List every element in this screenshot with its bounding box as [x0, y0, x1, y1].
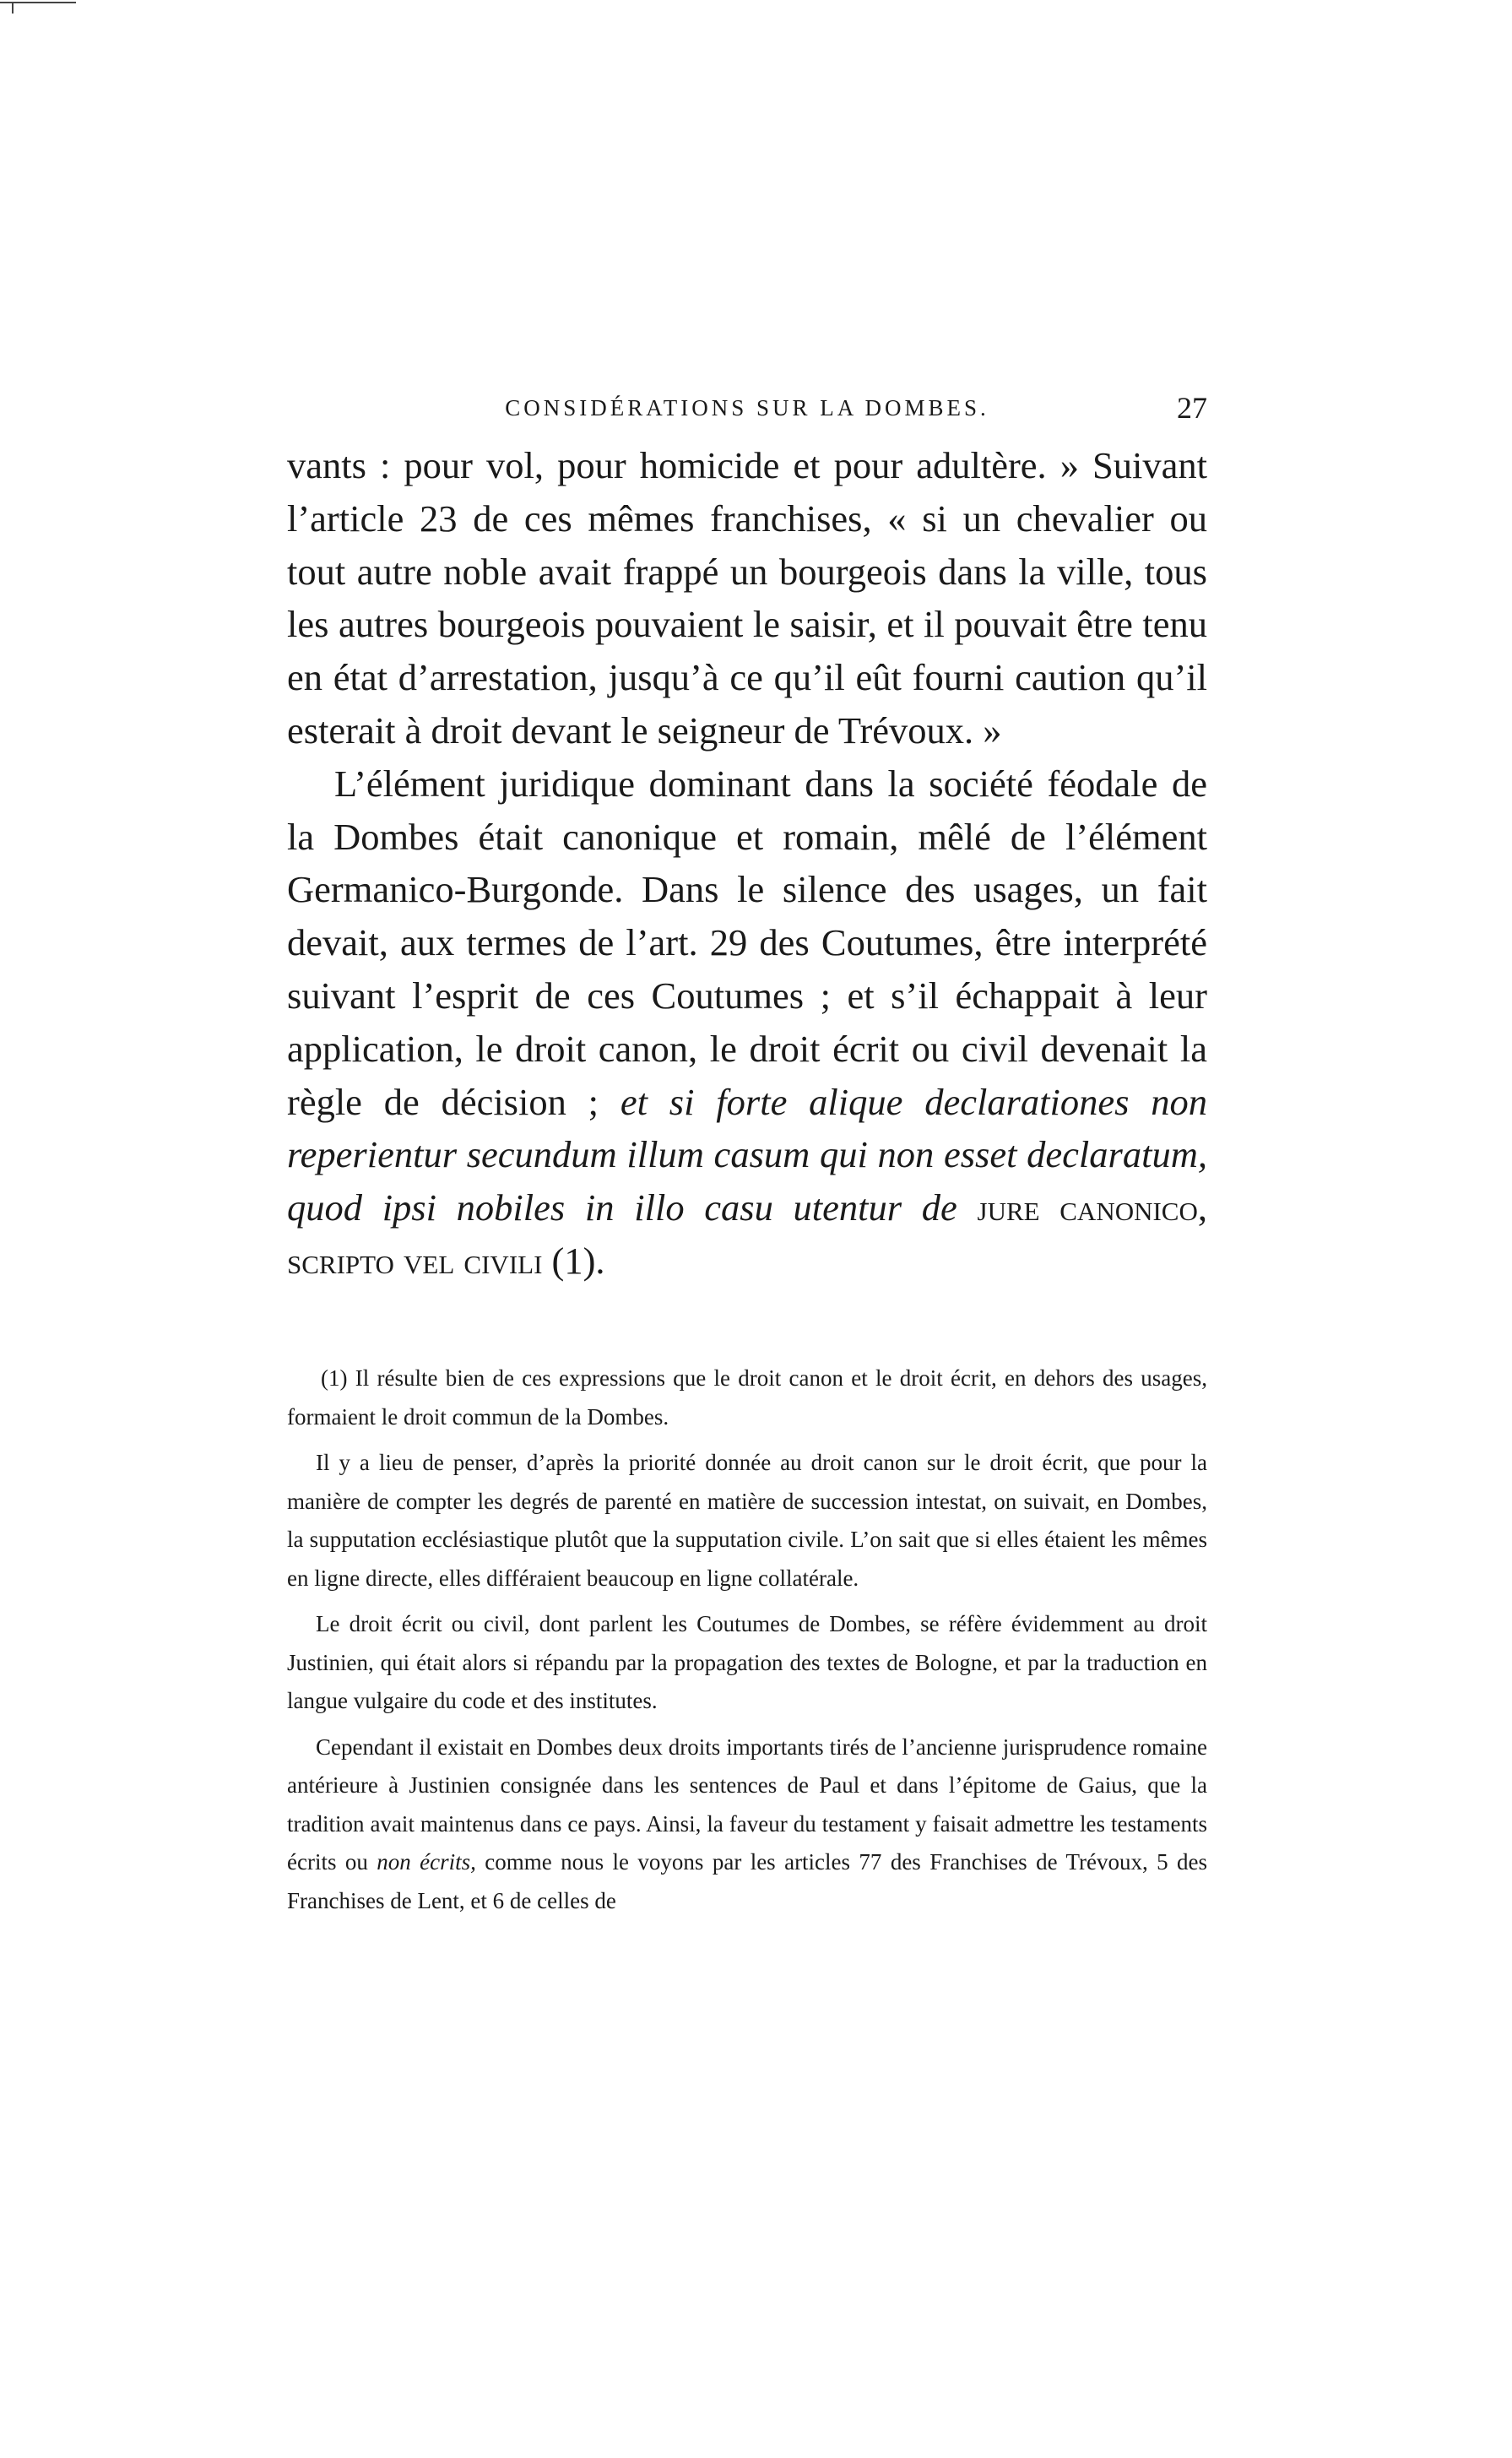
footnote-paragraph-4	[287, 1728, 1207, 1921]
paragraph-2-text: L’élément juridique dominant dans la société féodale de la Dombes était canonique et romain, mêlé de l’élément Germanico-Burgonde. Dans le silence des usages, un fait devait, aux termes de l’art. 29 des Coutumes, être interprété suivant l’esprit de ces Coutumes ; et s’il échappait à leur application, le droit canon, le droit écrit ou civil devenait la règle de décision ;	[287, 762, 1207, 1123]
running-title: CONSIDÉRATIONS SUR LA DOMBES.	[505, 395, 989, 421]
footnote-paragraph-3: Le droit écrit ou civil, dont parlent les Coutumes de Dombes, se réfère évidemment au droit Justinien, qui était alors si répandu par la propagation des textes de Bologne, et par la traduction en langue vulgaire du code et des institutes.	[287, 1611, 1207, 1713]
latin-quotation: et si forte alique declarationes non reperientur secundum illum casum qui non esset declaratum, quod ipsi nobiles in illo casu utentur de	[287, 1080, 1207, 1229]
footnote-paragraph-4-end: comme nous le voyons par les articles 77 des Franchises de Trévoux, 5 des Franchises de Lent, et 6 de celles de	[287, 1849, 1207, 1913]
latin-quotation-caps: jure canonico, scripto vel civili	[287, 1186, 1207, 1282]
footnote-paragraph-2: Il y a lieu de penser, d’après la priorité donnée au droit canon sur le droit écrit, que pour la manière de compter les degrés de parenté en matière de succession intestat, on suivait, en Dombes, la supputation ecclésiastique plutôt que la supputation civile. L’on sait que si elles étaient les mêmes en ligne directe, elles différaient beaucoup en ligne collatérale.	[287, 1450, 1207, 1591]
scan-edge-mark	[0, 0, 76, 14]
footnote-1: (1) Il résulte bien de ces expressions que le droit canon et le droit écrit, en dehors des usages, formaient le droit commun de la Dombes.	[287, 1365, 1207, 1430]
running-head	[287, 387, 1207, 429]
paragraph-2	[287, 757, 1207, 1288]
page-number: 27	[1177, 391, 1207, 425]
paragraph-1: vants : pour vol, pour homicide et pour adultère. » Suivant l’article 23 de ces mêmes franchises, « si un chevalier ou tout autre noble avait frappé un bourgeois dans la ville, tous les autres bourgeois pouvaient le saisir, et il pouvait être tenu en état d’arrestation, jusqu’à ce qu’il eût fourni caution qu’il esterait à droit devant le seigneur de Trévoux. »	[287, 444, 1207, 752]
footnote-reference: (1).	[551, 1239, 605, 1282]
footnote-paragraph-4-text: Cependant il existait en Dombes deux droits importants tirés de l’ancienne jurisprudence romaine antérieure à Justinien consignée dans les sentences de Paul et dans l’épitome de Gaius, que la tradition avait maintenus dans ce pays. Ainsi, la faveur du testament y faisait admettre les testaments écrits ou	[287, 1734, 1207, 1875]
footnote-italic-phrase: non écrits,	[377, 1849, 476, 1875]
main-text	[287, 439, 1207, 1288]
footnotes	[287, 1359, 1207, 1928]
